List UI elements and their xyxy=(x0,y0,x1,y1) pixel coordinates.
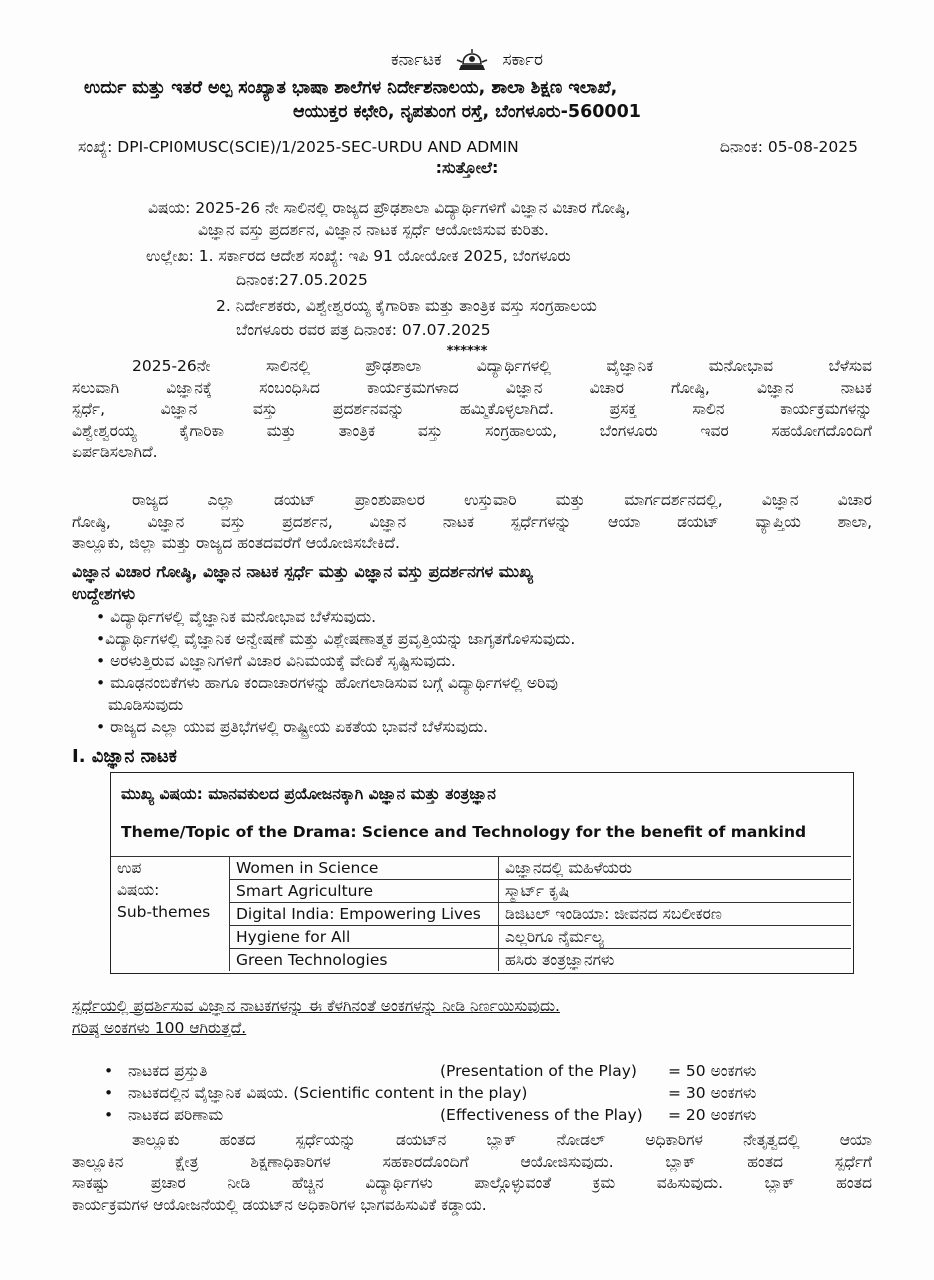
criteria-kannada: ನಾಟಕದಲ್ಲಿನ ವೈಜ್ಞಾನಿಕ ವಿಷಯ. (Scientific content in the play) xyxy=(128,1084,528,1102)
list-item: ಮೂಡಿಸುವುದು xyxy=(108,696,184,714)
paragraph-line: ಸಲುವಾಗಿ ವಿಜ್ಞಾನಕ್ಕೆ ಸಂಬಂಧಿಸಿದ ಕಾರ್ಯಕ್ರಮಗಳಾದ ವಿಜ್ಞಾನ ವಿಚಾರ ಗೋಷ್ಠಿ, ವಿಜ್ಞಾನ ನಾಟಕ xyxy=(72,378,872,397)
paragraph-line: ಏರ್ಪಡಿಸಲಾಗಿದೆ. xyxy=(72,443,158,461)
list-item: •ವಿದ್ಯಾರ್ಥಿಗಳಲ್ಲಿ ವೈಜ್ಞಾನಿಕ ಅನ್ವೇಷಣೆ ಮತ್ತು ವಿಶ್ಲೇಷಣಾತ್ಮಕ ಪ್ರವೃತ್ತಿಯನ್ನು ಜಾಗೃತಗೊಳಿಸುವುದು. xyxy=(96,630,576,648)
list-item: • ಅರಳುತ್ತಿರುವ ವಿಜ್ಞಾನಿಗಳಿಗೆ ವಿಚಾರ ವಿನಿಮಯಕ್ಕೆ ವೇದಿಕೆ ಸೃಷ್ಟಿಸುವುದು. xyxy=(96,652,456,670)
bullet-icon: • xyxy=(104,1062,114,1080)
evaluation-max-marks: ಗರಿಷ್ಠ ಅಂಕಗಳು 100 ಆಗಿರುತ್ತದೆ. xyxy=(72,1019,247,1037)
criteria-kannada: ನಾಟಕದ ಪರಿಣಾಮ xyxy=(128,1106,224,1124)
separator-stars: ****** xyxy=(446,344,488,359)
header-government xyxy=(0,48,934,72)
subject-line-2: ವಿಜ್ಞಾನ ವಸ್ತು ಪ್ರದರ್ಶನ, ವಿಜ್ಞಾನ ನಾಟಕ ಸ್ಪರ್ಧೆ ಆಯೋಜಿಸುವ ಕುರಿತು. xyxy=(198,221,549,239)
paragraph-block-level xyxy=(72,1130,872,1216)
section-heading-drama: I. ವಿಜ್ಞಾನ ನಾಟಕ xyxy=(72,746,177,767)
paragraph-line: ವಿಶ್ವೇಶ್ವರಯ್ಯ ಕೈಗಾರಿಕಾ ಮತ್ತು ತಾಂತ್ರಿಕ ವಸ್ತು ಸಂಗ್ರಹಾಲಯ, ಬೆಂಗಳೂರು ಇವರ ಸಹಯೋಗದೊಂದಿಗೆ xyxy=(72,421,872,440)
header-address: ಆಯುಕ್ತರ ಕಛೇರಿ, ನೃಪತುಂಗ ರಸ್ತೆ, ಬೆಂಗಳೂರು-560001 xyxy=(293,102,641,122)
list-item: • ವಿದ್ಯಾರ್ಥಿಗಳಲ್ಲಿ ವೈಜ್ಞಾನಿಕ ಮನೋಭಾವ ಬೆಳೆಸುವುದು. xyxy=(96,608,377,626)
paragraph-line: ಕಾರ್ಯಕ್ರಮಗಳ ಆಯೋಜನೆಯಲ್ಲಿ ಡಯಟ್‌ನ ಅಧಿಕಾರಿಗಳ ಭಾಗವಹಿಸುವಿಕೆ ಕಡ್ಡಾಯ. xyxy=(72,1195,487,1214)
list-item: • ರಾಜ್ಯದ ಎಲ್ಲಾ ಯುವ ಪ್ರತಿಭೆಗಳಲ್ಲಿ ರಾಷ್ಟ್ರೀಯ ಏಕತೆಯ ಭಾವನೆ ಬೆಳೆಸುವುದು. xyxy=(96,718,489,736)
document-date: ದಿನಾಂಕ: 05-08-2025 xyxy=(719,138,858,156)
drama-theme-box xyxy=(110,772,854,974)
subthemes-label-line: ಉಪ xyxy=(117,859,142,877)
objectives-list xyxy=(96,606,575,738)
paragraph-line: ತಾಲ್ಲೂಕು ಹಂತದ ಸ್ಪರ್ಧೆಯನ್ನು ಡಯಟ್‌ನ ಬ್ಲಾಕ್ ನೋಡಲ್ ಅಧಿಕಾರಿಗಳ ನೇತೃತ್ವದಲ್ಲಿ ಆಯಾ xyxy=(132,1131,872,1149)
subthemes-label xyxy=(111,857,230,972)
criteria-marks: = 50 ಅಂಕಗಳು xyxy=(668,1062,757,1080)
paragraph-line: ಸ್ಪರ್ಧೆ, ವಿಜ್ಞಾನ ವಸ್ತು ಪ್ರದರ್ಶನವನ್ನು ಹಮ್ಮಿಕೊಳ್ಳಲಾಗಿದೆ. ಪ್ರಸಕ್ತ ಸಾಲಿನ ಕಾರ್ಯಕ್ರಮಗಳನ್ನು xyxy=(72,400,872,418)
subject-line-1: ವಿಷಯ: 2025-26 ನೇ ಸಾಲಿನಲ್ಲಿ ರಾಜ್ಯದ ಪ್ರೌಢಶಾಲಾ ವಿದ್ಯಾರ್ಥಿಗಳಿಗೆ ವಿಜ್ಞಾನ ವಿಚಾರ ಗೋಷ್ಠಿ, xyxy=(148,199,631,217)
header-government-word: ಸರ್ಕಾರ xyxy=(502,50,543,70)
state-emblem-icon xyxy=(455,48,489,72)
subthemes-label-line: ವಿಷಯ: xyxy=(117,881,160,899)
paragraph-line: ಗೋಷ್ಠಿ, ವಿಜ್ಞಾನ ವಸ್ತು ಪ್ರದರ್ಶನ, ವಿಜ್ಞಾನ ನಾಟಕ ಸ್ಪರ್ಧೆಗಳನ್ನು ಆಯಾ ಡಯಟ್ ವ್ಯಾಪ್ತಿಯ ಶಾಲಾ, xyxy=(72,512,872,531)
criteria-english: (Presentation of the Play) xyxy=(440,1062,637,1080)
criteria-english: (Effectiveness of the Play) xyxy=(440,1106,643,1124)
subtheme-kannada: ವಿಜ್ಞಾನದಲ್ಲಿ ಮಹಿಳೆಯರು xyxy=(499,857,852,880)
paragraph-line: ತಾಲ್ಲೂಕಿನ ಕ್ಷೇತ್ರ ಶಿಕ್ಷಣಾಧಿಕಾರಿಗಳ ಸಹಕಾರದೊಂದಿಗೆ ಆಯೋಜಿಸುವುದು. ಬ್ಲಾಕ್ ಹಂತದ ಸ್ಪರ್ಧೆಗೆ xyxy=(72,1152,872,1171)
subtheme-english: Green Technologies xyxy=(230,949,499,972)
subtheme-english: Smart Agriculture xyxy=(230,880,499,903)
subtheme-english: Hygiene for All xyxy=(230,926,499,949)
objectives-heading-cont: ಉದ್ದೇಶಗಳು xyxy=(72,584,136,603)
objectives-heading: ವಿಜ್ಞಾನ ವಿಚಾರ ಗೋಷ್ಠಿ, ವಿಜ್ಞಾನ ನಾಟಕ ಸ್ಪರ್ಧೆ ಮತ್ತು ವಿಜ್ಞಾನ ವಸ್ತು ಪ್ರದರ್ಶನಗಳ ಮುಖ್ಯ xyxy=(72,562,533,581)
list-item: • ಮೂಢನಂಬಿಕೆಗಳು ಹಾಗೂ ಕಂದಾಚಾರಗಳನ್ನು ಹೋಗಲಾಡಿಸುವ ಬಗ್ಗೆ ವಿದ್ಯಾರ್ಥಿಗಳಲ್ಲಿ ಅರಿವು xyxy=(96,674,558,692)
subtheme-kannada: ಡಿಜಿಟಲ್ ಇಂಡಿಯಾ: ಜೀವನದ ಸಬಲೀಕರಣ xyxy=(499,903,852,926)
evaluation-intro: ಸ್ಪರ್ಧೆಯಲ್ಲಿ ಪ್ರದರ್ಶಿಸುವ ವಿಜ್ಞಾನ ನಾಟಕಗಳನ್ನು ಈ ಕೆಳಗಿನಂತೆ ಅಂಕಗಳನ್ನು ನೀಡಿ ನಿರ್ಣಯಿಸುವುದು. xyxy=(72,997,560,1015)
reference-1-line-2: ದಿನಾಂಕ:27.05.2025 xyxy=(236,271,368,289)
bullet-icon: • xyxy=(104,1084,114,1102)
paragraph-line: ಸಾಕಷ್ಟು ಪ್ರಚಾರ ನೀಡಿ ಹೆಚ್ಚಿನ ವಿದ್ಯಾರ್ಥಿಗಳು ಪಾಲ್ಗೊಳ್ಳುವಂತೆ ಕ್ರಮ ವಹಿಸುವುದು. ಬ್ಲಾಕ್ ಹಂತದ xyxy=(72,1174,872,1192)
criteria-marks: = 30 ಅಂಕಗಳು xyxy=(668,1084,757,1102)
reference-1-line-1: ಉಲ್ಲೇಖ: 1. ಸರ್ಕಾರದ ಆದೇಶ ಸಂಖ್ಯೆ: ಇಪಿ 91 ಯೋಯೋಕ 2025, ಬೆಂಗಳೂರು xyxy=(146,247,571,265)
subthemes-table xyxy=(111,856,851,971)
reference-2-line-2: ಬೆಂಗಳೂರು ರವರ ಪತ್ರ ದಿನಾಂಕ: 07.07.2025 xyxy=(236,321,491,339)
paragraph-line: ತಾಲ್ಲೂಕು, ಜಿಲ್ಲಾ ಮತ್ತು ರಾಜ್ಯದ ಹಂತದವರೆಗೆ ಆಯೋಜಿಸಬೇಕಿದೆ. xyxy=(72,534,400,552)
subthemes-label-line: Sub-themes xyxy=(117,903,211,921)
main-theme-kannada: ಮುಖ್ಯ ವಿಷಯ: ಮಾನವಕುಲದ ಪ್ರಯೋಜನಕ್ಕಾಗಿ ವಿಜ್ಞಾನ ಮತ್ತು ತಂತ್ರಜ್ಞಾನ xyxy=(121,785,496,803)
subtheme-kannada: ಸ್ಮಾರ್ಟ್ ಕೃಷಿ xyxy=(499,880,852,903)
criteria-marks: = 20 ಅಂಕಗಳು xyxy=(668,1106,757,1124)
subtheme-english: Women in Science xyxy=(230,857,499,880)
subtheme-kannada: ಎಲ್ಲರಿಗೂ ನೈರ್ಮಲ್ಯ xyxy=(499,926,852,949)
subtheme-english: Digital India: Empowering Lives xyxy=(230,903,499,926)
paragraph-line: 2025-26ನೇ ಸಾಲಿನಲ್ಲಿ ಪ್ರೌಢಶಾಲಾ ವಿದ್ಯಾರ್ಥಿಗಳಲ್ಲಿ ವೈಜ್ಞಾನಿಕ ಮನೋಭಾವ ಬೆಳೆಸುವ xyxy=(132,357,872,375)
circular-title: :ಸುತ್ತೋಲೆ: xyxy=(435,158,499,177)
table-row xyxy=(111,857,851,880)
paragraph-line: ರಾಜ್ಯದ ಎಲ್ಲಾ ಡಯಟ್ ಪ್ರಾಂಶುಪಾಲರ ಉಸ್ತುವಾರಿ ಮತ್ತು ಮಾರ್ಗದರ್ಶನದಲ್ಲಿ, ವಿಜ್ಞಾನ ವಿಚಾರ xyxy=(132,491,872,509)
paragraph-intro xyxy=(72,356,872,464)
header-directorate: ಉರ್ದು ಮತ್ತು ಇತರೆ ಅಲ್ಪ ಸಂಖ್ಯಾತ ಭಾಷಾ ಶಾಲೆಗಳ ನಿರ್ದೇಶನಾಲಯ, ಶಾಲಾ ಶಿಕ್ಷಣ ಇಲಾಖೆ, xyxy=(84,78,618,98)
reference-number: ಸಂಖ್ಯೆ: DPI-CPI0MUSC(SCIE)/1/2025-SEC-URDU AND ADMIN xyxy=(78,138,519,156)
main-theme-english: Theme/Topic of the Drama: Science and Technology for the benefit of mankind xyxy=(121,823,807,841)
paragraph-diet xyxy=(72,490,872,555)
header-state: ಕರ್ನಾಟಕ xyxy=(391,50,442,70)
criteria-kannada: ನಾಟಕದ ಪ್ರಸ್ತುತಿ xyxy=(128,1062,208,1080)
bullet-icon: • xyxy=(104,1106,114,1124)
subtheme-kannada: ಹಸಿರು ತಂತ್ರಜ್ಞಾನಗಳು xyxy=(499,949,852,972)
reference-2-line-1: 2. ನಿರ್ದೇಶಕರು, ವಿಶ್ವೇಶ್ವರಯ್ಯ ಕೈಗಾರಿಕಾ ಮತ್ತು ತಾಂತ್ರಿಕ ವಸ್ತು ಸಂಗ್ರಹಾಲಯ xyxy=(216,297,597,315)
